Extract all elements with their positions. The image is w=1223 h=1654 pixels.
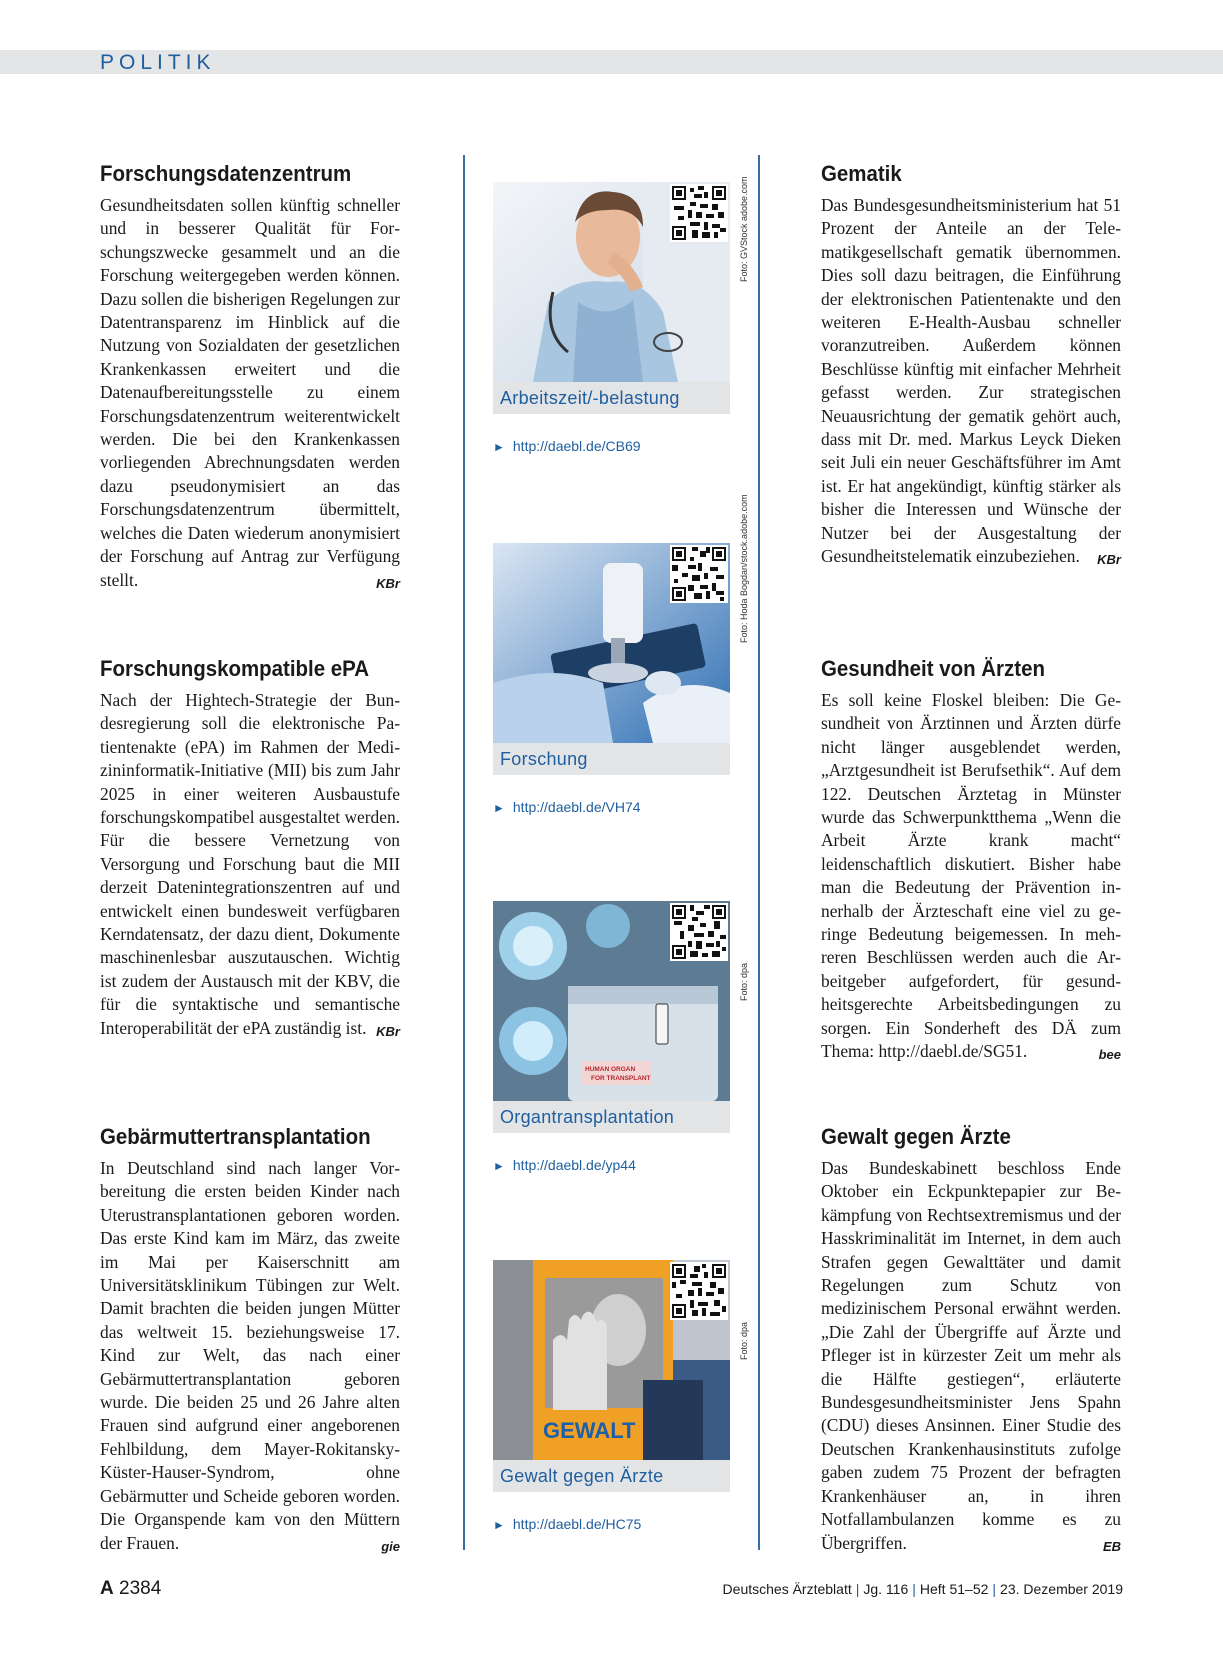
article-body: Das Bundeskabinett beschloss Ende Oktober ein Eckpunktepapier zur Bekämpfung von Rechtsextremismus und der Hasskriminalität im Internet, in dem auch Strafen gegen Gewalttäter und damit Regelungen zum Schutz von medizinischem Personal erwähnt werden. „Die Zahl der Übergriffe auf Ärzte und Pfleger ist in kürzester Zeit um mehr als die Hälfte gestiegen“, erläuterte Bundesgesundheitsminister Jens Spahn (CDU) dieses Ansinnen. Einer Studie des Deutschen Krankenhausinstituts zufolge gaben zudem 75 Prozent der befragten Krankenhäuser an, in ihren Notfallambulanzen komme es zu Übergriffen. EB (821, 1157, 1121, 1555)
teaser-image-doctor[interactable] (493, 182, 730, 382)
teaser-gewalt[interactable] (493, 1260, 749, 1532)
photo-credit: Foto: dpa (739, 962, 749, 1001)
article-forschungsdatenzentrum (100, 160, 400, 595)
photo-credit: Foto: Hoda Bogdan/stock.adobe.com (739, 494, 749, 643)
article-epa (100, 655, 400, 1043)
journal-volume: Jg. 116 (863, 1581, 909, 1597)
journal-date: 23. Dezember 2019 (1000, 1581, 1123, 1597)
author-initials: bee (1098, 1047, 1121, 1063)
play-arrow-icon: ► (493, 1518, 505, 1532)
photo-credit: Foto: GVStock adobe.com (739, 176, 749, 282)
play-arrow-icon: ► (493, 801, 505, 815)
author-initials: KBr (1097, 552, 1121, 568)
teaser-link[interactable]: ► http://daebl.de/HC75 (493, 1516, 642, 1532)
qr-code[interactable] (670, 184, 728, 242)
teaser-forschung[interactable] (493, 494, 749, 815)
page-number: A 2384 (100, 1578, 162, 1599)
teaser-link[interactable]: ► http://daebl.de/CB69 (493, 438, 641, 454)
qr-code[interactable] (670, 903, 728, 961)
author-initials: KBr (376, 1023, 400, 1039)
author-initials: EB (1102, 1538, 1121, 1554)
article-body: Es soll keine Floskel bleiben: Die Gesundheit von Ärztinnen und Ärzten dürfe nicht länger ausgeblendet werden, „Arztgesundheit ist Berufsethik“. Auf dem 122. Deutschen Ärztetag in Münster wurde das Schwerpunktthema „Wenn die Arbeit Ärzte krank macht“ leidenschaftlich diskutiert. Bisher habe man die Bedeutung der Prävention innerhalb der Ärzteschaft eine viel zu geringe Bedeutung beigemessen. In mehreren Beschlüssen werden auch die Arbeitgeber aufgefordert, für gesundheitsgerechte Arbeitsbedingungen zu sorgen. Ein Sonderheft des DÄ zum Thema: http://daebl.de/SG51. bee (821, 689, 1121, 1064)
article-body: In Deutschland sind nach langer Vorbereitung die ersten beiden Kinder nach Uterustransplantationen geboren worden. Das erste Kind kam im März, das zweite im Mai per Kaiserschnitt am Universitätsklinikum Tübingen zur Welt. Damit brachten die beiden jungen Mütter das weltweit 15. beziehungsweise 17. Kind zur Welt, das nach einer Gebärmuttertransplantation geboren wurde. Die beiden 25 und 26 Jahre alten Frauen sind aufgrund einer angeborenen Fehlbildung, dem Mayer-Rokitansky-Küster-Hauser-Syndrom, ohne Gebärmutter und Scheide geboren worden. Die Organspende kam von den Müttern der Frauen. gie (100, 1157, 400, 1555)
article-title: Gebärmuttertransplantation (100, 1124, 371, 1149)
teaser-caption[interactable]: Forschung (493, 743, 730, 775)
teaser-caption[interactable]: Organtransplantation (493, 1101, 730, 1133)
teaser-arbeitszeit[interactable] (493, 176, 749, 454)
author-initials: gie (381, 1538, 400, 1554)
article-title: Forschungsdatenzentrum (100, 161, 352, 186)
qr-code[interactable] (670, 1262, 728, 1320)
article-body: Das Bundesgesundheitsministerium hat 51 Prozent der Anteile an der Telematikgesellschaft gematik übernommen. Dies soll dazu beitragen, die Einführung der elektronischen Patientenakte und den weiteren E-Health-Ausbau schneller voranzutreiben. Außerdem können Beschlüsse künftig mit einfacher Mehrheit gefasst werden. Zur strategischen Neuausrichtung der gematik gehört auch, dass mit Dr. med. Markus Leyck Dieken seit Juli ein neuer Geschäftsführer im Amt ist. Er hat angekündigt, künftig stärker als bisher die Interessen und Wünsche der Nutzer bei der Ausgestaltung der Gesundheitstelematik einzubeziehen. KBr (821, 194, 1121, 569)
article-gebaermutter (100, 1123, 400, 1558)
journal-info: Deutsches Ärzteblatt | Jg. 116 | Heft 51–52 | 23. Dezember 2019 (722, 1581, 1123, 1597)
column-divider-left (463, 155, 465, 1550)
article-gematik (821, 160, 1121, 572)
play-arrow-icon: ► (493, 1159, 505, 1173)
article-title: Gewalt gegen Ärzte (821, 1124, 1011, 1149)
article-title: Gesundheit von Ärzten (821, 656, 1045, 681)
article-title: Forschungskompatible ePA (100, 656, 370, 681)
column-divider-right (758, 155, 760, 1550)
article-title: Gematik (821, 161, 902, 186)
teaser-caption[interactable]: Arbeitszeit/-belastung (493, 382, 730, 414)
page-footer (0, 1578, 1223, 1608)
article-body: Nach der Hightech-Strategie der Bundesregierung soll die elektronische Patientenakte (ePA) im Rahmen der Medizininformatik-Initiative (MII) bis zum Jahr 2025 in einer weiteren Ausbaustufe forschungskompatibel ausgestaltet werden. Für die bessere Vernetzung von Versorgung und Forschung baut die MII derzeit Datenintegrationszentren auf und entwickelt einen bundesweit verfügbaren Kerndatensatz, der dazu dient, Dokumente maschinenlesbar auszutauschen. Wichtig ist zudem der Austausch mit der KBV, die für die syntaktische und semantische Interoperabilität der ePA zuständig ist. KBr (100, 689, 400, 1040)
play-arrow-icon: ► (493, 440, 505, 454)
image-text: FOR TRANSPLANT (591, 1075, 651, 1082)
teaser-caption[interactable]: Gewalt gegen Ärzte (493, 1460, 730, 1492)
article-gesundheit-von-aerzten (821, 655, 1121, 1067)
teaser-image-microscope[interactable] (493, 543, 730, 743)
article-body: Gesundheitsdaten sollen künftig schneller und in besserer Qualität für Forschungszwecke gesammelt und an die Forschung weitergegeben werden können. Dazu sollen die bisherigen Regelungen zur Datentransparenz im Hinblick auf die Nutzung von Sozialdaten der gesetzlichen Krankenkassen erweitert und die Datenaufbereitungsstelle zu einem Forschungsdatenzentrum weiterentwickelt werden. Die bei den Krankenkassen vorliegenden Abrechnungsdaten werden dazu pseudonymisiert an das Forschungsdatenzentrum übermittelt, welches die Daten wiederum anonymisiert der Forschung auf Antrag zur Verfügung stellt. KBr (100, 194, 400, 592)
section-label: POLITIK (100, 51, 216, 74)
article-gewalt-gegen-aerzte (821, 1123, 1121, 1558)
photo-credit: Foto: dpa (739, 1321, 749, 1360)
teaser-image-organ-box[interactable] (493, 901, 730, 1101)
qr-code[interactable] (670, 545, 728, 603)
image-text: HUMAN ORGAN (585, 1066, 636, 1073)
teaser-organtransplantation[interactable] (493, 901, 749, 1173)
teaser-link[interactable]: ► http://daebl.de/VH74 (493, 799, 641, 815)
journal-issue: Heft 51–52 (919, 1581, 989, 1597)
author-initials: KBr (376, 575, 400, 591)
teaser-image-gewalt-poster[interactable] (493, 1260, 730, 1460)
image-text: GEWALT (543, 1418, 636, 1443)
teaser-link[interactable]: ► http://daebl.de/yp44 (493, 1157, 636, 1173)
journal-name: Deutsches Ärzteblatt (722, 1581, 852, 1597)
